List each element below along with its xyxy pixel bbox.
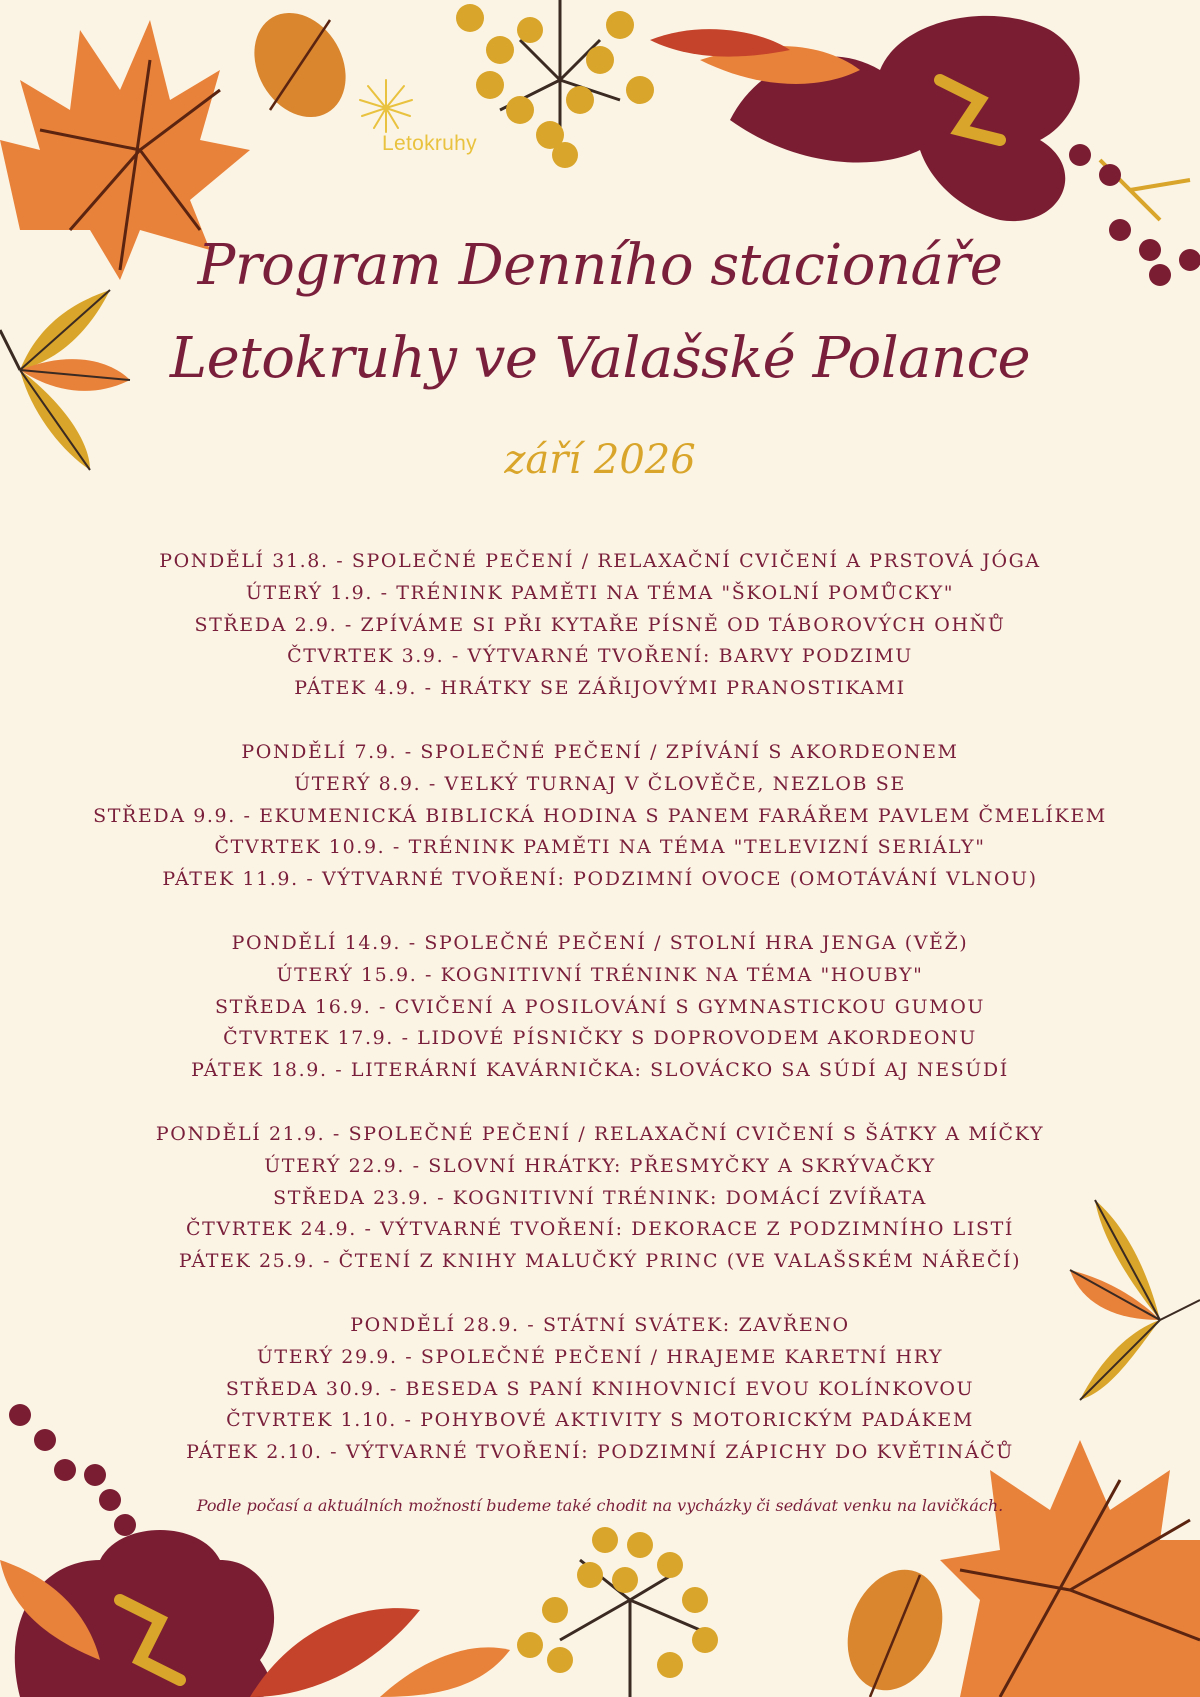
schedule-line: PONDĚLÍ 28.9. - STÁTNÍ SVÁTEK: ZAVŘENO (350, 1313, 850, 1336)
schedule-line: ČTVRTEK 3.9. - VÝTVARNÉ TVOŘENÍ: BARVY PODZIMU (287, 645, 913, 668)
page-title-line-1: Program Denního stacionáře (197, 233, 1003, 298)
logo-text: Letokruhy (382, 132, 477, 155)
schedule-line: PONDĚLÍ 7.9. - SPOLEČNÉ PEČENÍ / ZPÍVÁNÍ S AKORDEONEM (241, 740, 959, 763)
week-block (40, 546, 1160, 705)
schedule-line: PÁTEK 18.9. - LITERÁRNÍ KAVÁRNIČKA: SLOVÁCKO SA SÚDÍ AJ NESÚDÍ (191, 1059, 1009, 1082)
schedule-line: PÁTEK 25.9. - ČTENÍ Z KNIHY MALUČKÝ PRINC (VE VALAŠSKÉM NÁŘEČÍ) (178, 1250, 1022, 1273)
schedule-line: ÚTERÝ 22.9. - SLOVNÍ HRÁTKY: PŘESMYČKY A SKRÝVAČKY (264, 1154, 936, 1177)
page-title-line-2: Letokruhy ve Valašské Polance (169, 326, 1031, 391)
week-block (40, 1119, 1160, 1278)
schedule-line: PÁTEK 2.10. - VÝTVARNÉ TVOŘENÍ: PODZIMNÍ ZÁPICHY DO KVĚTINÁČŮ (186, 1441, 1014, 1464)
schedule-line: ÚTERÝ 29.9. - SPOLEČNÉ PEČENÍ / HRAJEME KARETNÍ HRY (256, 1345, 944, 1368)
schedule-line: ČTVRTEK 24.9. - VÝTVARNÉ TVOŘENÍ: DEKORACE Z PODZIMNÍHO LISTÍ (186, 1218, 1014, 1241)
program-schedule (40, 546, 1160, 1501)
schedule-line: STŘEDA 16.9. - CVIČENÍ A POSILOVÁNÍ S GYMNASTICKOU GUMOU (215, 995, 985, 1018)
weather-note: Podle počasí a aktuálních možností budeme také chodit na vycházky či sedávat venku na lavičkách. (196, 1496, 1004, 1515)
schedule-line: ČTVRTEK 1.10. - POHYBOVÉ AKTIVITY S MOTORICKÝM PADÁKEM (226, 1409, 974, 1432)
week-block (40, 1310, 1160, 1469)
schedule-line: ÚTERÝ 8.9. - VELKÝ TURNAJ V ČLOVĚČE, NEZLOB SE (294, 772, 906, 795)
schedule-line: PONDĚLÍ 31.8. - SPOLEČNÉ PEČENÍ / RELAXAČNÍ CVIČENÍ A PRSTOVÁ JÓGA (159, 550, 1041, 572)
schedule-line: ÚTERÝ 15.9. - KOGNITIVNÍ TRÉNINK NA TÉMA "HOUBY" (276, 963, 924, 986)
berry-cluster-top-icon (456, 0, 654, 168)
small-leaf-bottom-right-icon (832, 1556, 959, 1697)
schedule-line: STŘEDA 30.9. - BESEDA S PANÍ KNIHOVNICÍ EVOU KOLÍNKOVOU (225, 1377, 975, 1400)
schedule-line: PÁTEK 11.9. - VÝTVARNÉ TVOŘENÍ: PODZIMNÍ OVOCE (OMOTÁVÁNÍ VLNOU) (162, 868, 1038, 891)
schedule-line: PONDĚLÍ 14.9. - SPOLEČNÉ PEČENÍ / STOLNÍ HRA JENGA (VĚŽ) (231, 931, 969, 954)
berry-cluster-bottom-icon (517, 1527, 718, 1697)
week-block (40, 928, 1160, 1087)
schedule-line: STŘEDA 23.9. - KOGNITIVNÍ TRÉNINK: DOMÁCÍ ZVÍŘATA (273, 1186, 927, 1209)
flower-bottom-left-icon (0, 1530, 510, 1697)
flower-top-right-icon (650, 16, 1190, 221)
schedule-line: ÚTERÝ 1.9. - TRÉNINK PAMĚTI NA TÉMA "ŠKOLNÍ POMŮCKY" (245, 581, 955, 604)
schedule-line: STŘEDA 2.9. - ZPÍVÁME SI PŘI KYTAŘE PÍSNĚ OD TÁBOROVÝCH OHŇŮ (194, 613, 1006, 636)
small-leaf-top-icon (236, 0, 364, 134)
schedule-line: PÁTEK 4.9. - HRÁTKY SE ZÁŘIJOVÝMI PRANOSTIKAMI (294, 677, 906, 700)
schedule-line: STŘEDA 9.9. - EKUMENICKÁ BIBLICKÁ HODINA S PANEM FARÁŘEM PAVLEM ČMELÍKEM (93, 804, 1107, 827)
schedule-line: ČTVRTEK 10.9. - TRÉNINK PAMĚTI NA TÉMA "TELEVIZNÍ SERIÁLY" (214, 836, 986, 859)
schedule-line: ČTVRTEK 17.9. - LIDOVÉ PÍSNIČKY S DOPROVODEM AKORDEONU (223, 1027, 977, 1050)
month-heading: září 2026 (504, 437, 696, 483)
week-block (40, 737, 1160, 896)
schedule-line: PONDĚLÍ 21.9. - SPOLEČNÉ PEČENÍ / RELAXAČNÍ CVIČENÍ S ŠÁTKY A MÍČKY (155, 1122, 1045, 1145)
